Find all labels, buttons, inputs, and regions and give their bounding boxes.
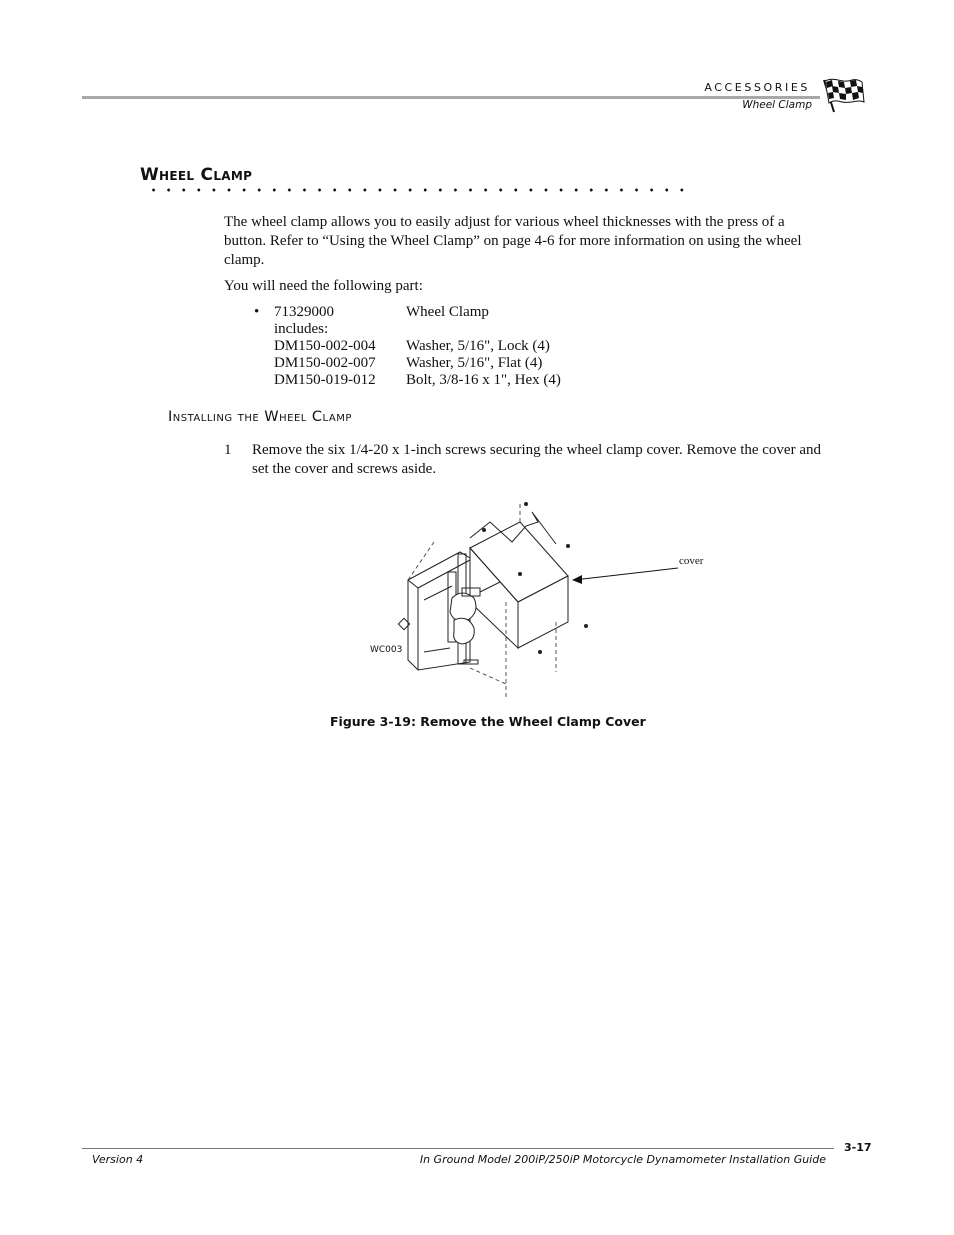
- list-item: [254, 304, 561, 321]
- part-number: includes:: [274, 321, 329, 337]
- figure-caption: Figure 3-19: Remove the Wheel Clamp Cover: [330, 714, 646, 729]
- header-rule: [82, 96, 820, 99]
- page-number: 3-17: [844, 1141, 872, 1154]
- part-description: Wheel Clamp: [406, 304, 489, 320]
- page-title: Wheel Clamp: [140, 165, 253, 185]
- parts-list: [254, 304, 561, 389]
- step-number: 1: [224, 442, 232, 458]
- part-number: 71329000: [274, 304, 334, 320]
- bullet: [254, 372, 274, 389]
- part-description: Washer, 5/16", Flat (4): [406, 355, 543, 371]
- part-description: Bolt, 3/8-16 x 1", Hex (4): [406, 372, 561, 388]
- part-number: DM150-002-004: [274, 338, 376, 354]
- footer-version: Version 4: [92, 1153, 144, 1166]
- checkered-flag-icon: [820, 76, 866, 114]
- step-1: [224, 441, 824, 479]
- title-dotted-rule: [146, 186, 686, 194]
- list-item: [254, 321, 561, 338]
- part-number: DM150-002-007: [274, 355, 376, 371]
- need-paragraph: You will need the following part:: [224, 278, 423, 294]
- header-subsection-title: Wheel Clamp: [742, 99, 812, 111]
- figure-id-label: WC003: [370, 645, 403, 655]
- bullet: •: [254, 304, 260, 320]
- intro-paragraph: The wheel clamp allows you to easily adjust for various wheel thicknesses with the press of a button. Refer to “Using the Wheel Clamp” on page 4-6 for more information on using the wheel clamp.: [224, 214, 802, 268]
- list-item: [254, 338, 561, 355]
- cover-callout-label: cover: [679, 555, 704, 567]
- step-text: Remove the six 1/4-20 x 1-inch screws securing the wheel clamp cover. Remove the cover and set the cover and screws aside.: [252, 442, 821, 477]
- list-item: [254, 355, 561, 372]
- part-description: Washer, 5/16", Lock (4): [406, 338, 550, 354]
- footer-rule: [82, 1148, 834, 1149]
- wheel-clamp-illustration: [360, 492, 720, 702]
- header-section-title: ACCESSORIES: [704, 81, 810, 94]
- bullet: [254, 321, 274, 338]
- list-item: [254, 372, 561, 389]
- bullet: [254, 338, 274, 355]
- footer-document-title: In Ground Model 200iP/250iP Motorcycle Dynamometer Installation Guide: [419, 1153, 826, 1166]
- section-subheading: Installing the Wheel Clamp: [168, 409, 352, 425]
- bullet: [254, 355, 274, 372]
- part-number: DM150-019-012: [274, 372, 376, 388]
